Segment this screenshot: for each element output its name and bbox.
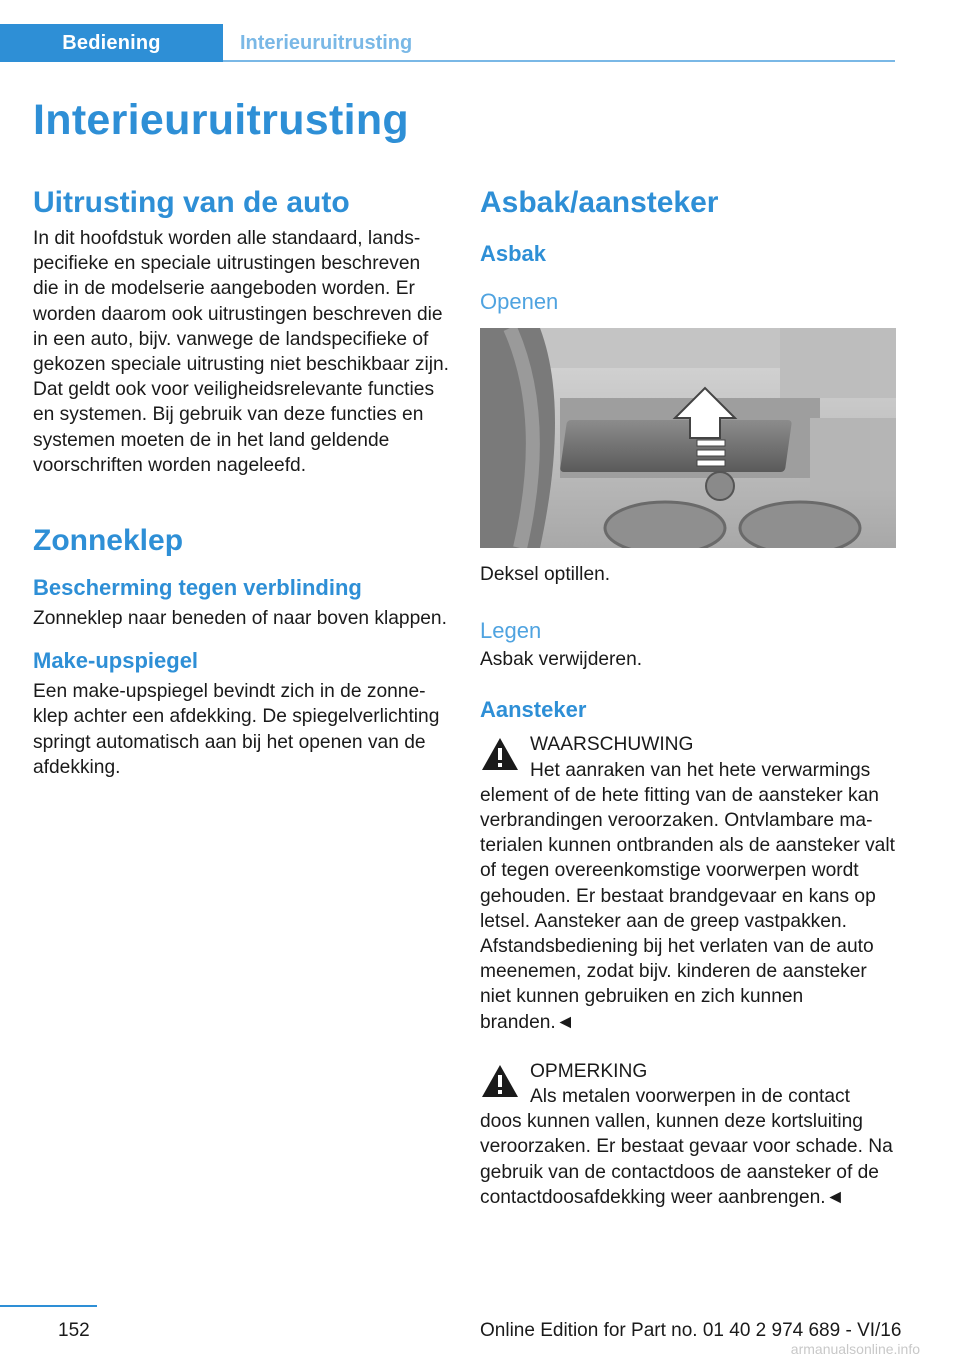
section-title-asbak-aansteker: Asbak/aansteker: [480, 186, 719, 219]
left-column: [33, 184, 449, 780]
note-lead: Als metalen voorwerpen in de contact: [530, 1086, 850, 1108]
warning-body: [480, 758, 896, 1035]
note-label: OPMERKING: [530, 1060, 648, 1082]
watermark: armanualsonline.info: [790, 1341, 920, 1357]
note-block: [480, 1059, 896, 1210]
subsection-title-verblinding: Bescherming tegen verblinding: [33, 575, 362, 601]
right-column: [480, 184, 896, 1210]
subsection-title-legen: Legen: [480, 618, 542, 644]
subsection-title-asbak: Asbak: [480, 241, 547, 266]
warning-triangle-icon: [480, 736, 520, 772]
section-title-zonneklep: Zonneklep: [33, 524, 184, 558]
legen-body: Asbak verwijderen.: [480, 649, 643, 671]
section-body-uitrusting: In dit hoofdstuk worden alle standaard, landspecifieke en speciale uitrustingen beschreven die in de modelserie aangeboden worden. Er worden daarom ook uitrustingen beschreven die in een auto, bijv. vanwege de landspecifieke of gekozen speciale uitrusting niet beschikbaar zijn. Dat geldt ook voor veiligheidsrelevante functies en systemen. Bij gebruik van deze functies en systemen moeten de in het land geldende voorschriften worden nageleefd.: [33, 228, 449, 476]
warning-block: [480, 732, 896, 1034]
section-title-uitrusting: Uitrusting van de auto: [33, 186, 350, 219]
ashtray-photo: [480, 328, 896, 548]
subsection-title-openen: Openen: [480, 289, 559, 314]
header-bar: [0, 24, 895, 62]
subsection-body-make-upspiegel: Een make-upspiegel bevindt zich in de zonneklep achter een afdekking. De spiegelverlichting springt automatisch aan bij het openen van de afdekking.: [33, 681, 440, 778]
tab-bediening[interactable]: Bediening: [0, 24, 223, 62]
warning-lead: Het aanraken van het hete verwarmings: [530, 759, 871, 781]
page-number: 152: [58, 1320, 90, 1341]
subsection-title-aansteker: Aansteker: [480, 697, 587, 723]
warning-label: WAARSCHUWING: [530, 734, 694, 756]
header-divider: [223, 60, 895, 62]
openen-body: Deksel optillen.: [480, 564, 611, 585]
subsection-body-verblinding: Zonneklep naar beneden of naar boven klappen.: [33, 608, 447, 630]
note-rest: doos kunnen vallen, kunnen deze kortsluiting veroorzaken. Er bestaat gevaar voor schade. Na gebruik van de contactdoos de aansteker of de contactdoosafdekking weer aanbrengen.◄: [480, 1111, 893, 1208]
note-triangle-icon: [480, 1063, 520, 1099]
page-number-rule: [0, 1305, 97, 1307]
warning-rest: element of de hete fitting van de aansteker kan verbrandingen veroorzaken. Ontvlambare materialen kunnen ontbranden als de aansteker valt of tegen overeenkomstige voorwerpen wordt gehouden. Er bestaat brandgevaar en kans op letsel. Aansteker aan de greep vastpakken. Afstandsbediening bij het verlaten van de auto meenemen, zodat bijv. kinderen de aansteker niet kunnen gebruiken en zich kunnen branden.◄: [480, 784, 895, 1033]
subsection-title-make-upspiegel: Make-upspiegel: [33, 648, 199, 674]
page-title: Interieuruitrusting: [33, 96, 409, 144]
edition-footer: Online Edition for Part no. 01 40 2 974 689 - VI/16: [480, 1320, 902, 1341]
note-body: [480, 1084, 896, 1210]
tab-interieuruitrusting[interactable]: Interieuruitrusting: [240, 32, 413, 54]
